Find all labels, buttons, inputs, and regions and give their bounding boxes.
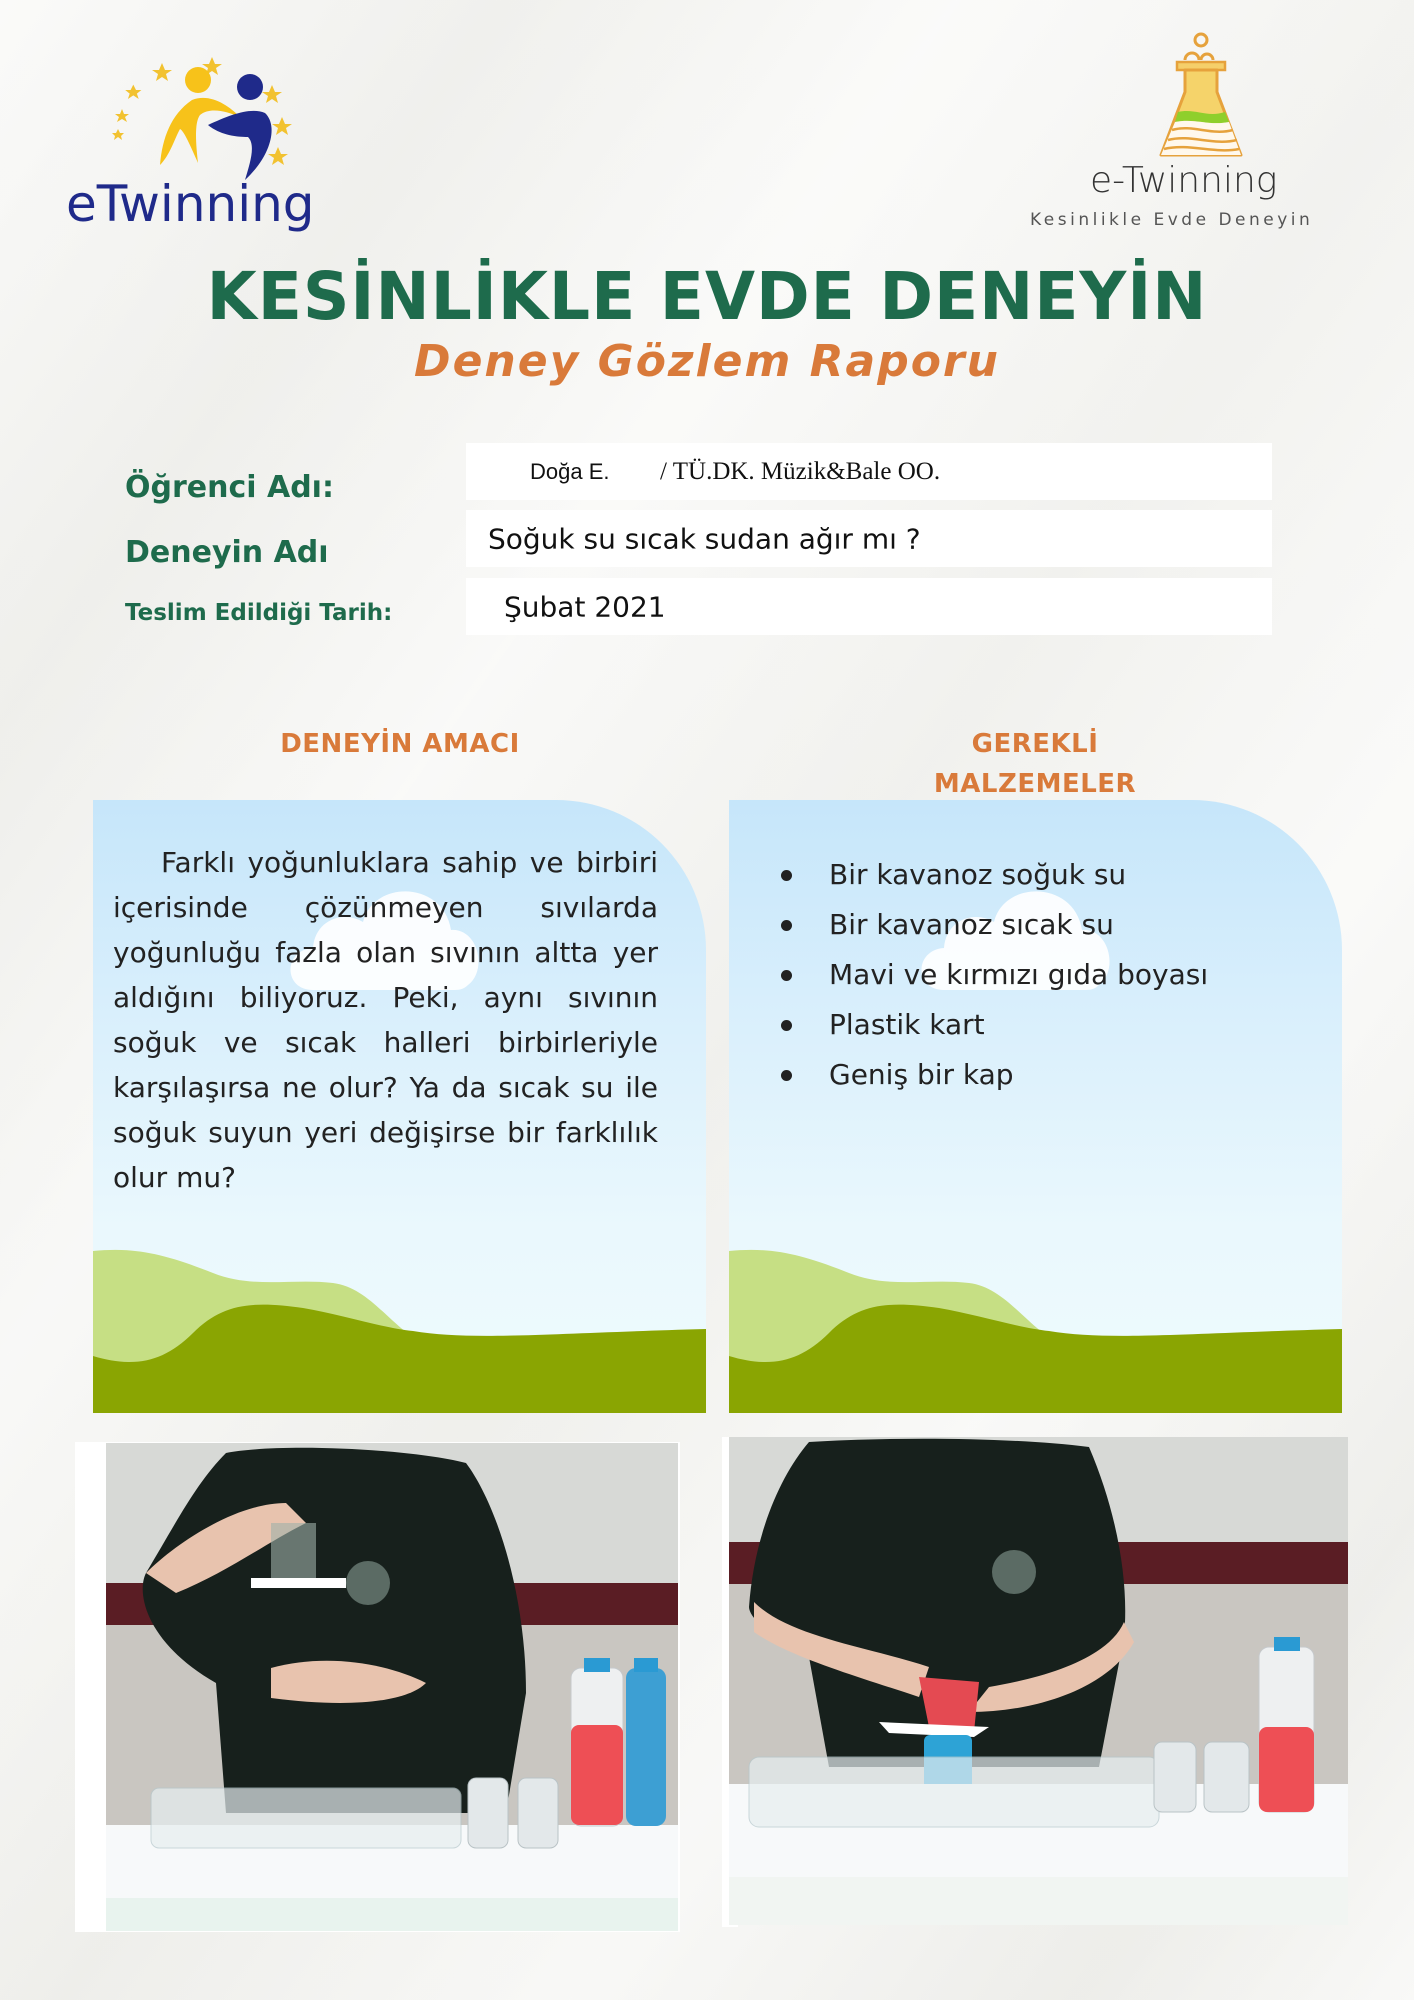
material-item: Geniş bir kap [777,1050,1208,1100]
bullet-icon [781,970,792,981]
page-title: KESİNLİKLE EVDE DENEYİN [206,258,1208,335]
student-school-value: / TÜ.DK. Müzik&Bale OO. [660,457,941,485]
etwinning-wordmark: eTwinning [66,175,315,233]
material-item: Bir kavanoz soğuk su [777,850,1208,900]
submission-date-field[interactable] [466,578,1272,635]
material-item: Mavi ve kırmızı gıda boyası [777,950,1208,1000]
bullet-icon [781,1020,792,1031]
bullet-icon [781,1070,792,1081]
etwinning-logo [60,40,350,240]
purpose-card [93,800,706,1413]
logo-tagline: Kesinlikle Evde Deneyin [1030,210,1314,230]
photo-2-illustration [729,1437,1348,1925]
experiment-name-value: Soğuk su sıcak sudan ağır mı ? [488,522,921,555]
flask-icon [1145,30,1255,160]
submission-date-label: Teslim Edildiği Tarih: [125,600,393,626]
hills-illustration [93,1213,706,1413]
purpose-text: Farklı yoğunluklara sahip ve birbiri içerisinde çözünmeyen sıvılarda yoğunluğu fazla olan sıvının altta yer aldığını biliyoruz. Peki, aynı sıvının soğuk ve sıcak halleri birbirleriyle karşılaşırsa ne olur? Ya da sıcak su ile soğuk suyun yeri değişirse bir farklılık olur mu? [113,846,658,1194]
materials-heading-line1: GEREKLİ [971,729,1099,759]
experiment-name-label: Deneyin Adı [125,535,329,570]
e-twinning-flask-logo [1030,30,1410,240]
student-name-label: Öğrenci Adı: [125,470,334,505]
materials-heading-line2: MALZEMELER [933,769,1137,799]
bullet-icon [781,920,792,931]
etwinning-figures-icon [100,45,320,185]
photo-1-illustration [106,1443,678,1931]
student-name-value: Doğa E. [530,458,610,484]
material-item: Plastik kart [777,1000,1208,1050]
materials-list [777,850,1208,1100]
submission-date-value: Şubat 2021 [504,590,666,623]
purpose-heading: DENEYİN AMACI [280,729,520,759]
materials-card [729,800,1342,1413]
e-twinning-wordmark: e-Twinning [1090,160,1278,201]
page-subtitle: Deney Gözlem Raporu [414,336,1000,387]
material-item: Bir kavanoz sıcak su [777,900,1208,950]
student-name-field[interactable] [466,443,1272,500]
bullet-icon [781,870,792,881]
hills-illustration [729,1213,1342,1413]
experiment-name-field[interactable] [466,510,1272,567]
experiment-photo-1 [106,1443,678,1931]
experiment-photo-2 [729,1437,1348,1925]
